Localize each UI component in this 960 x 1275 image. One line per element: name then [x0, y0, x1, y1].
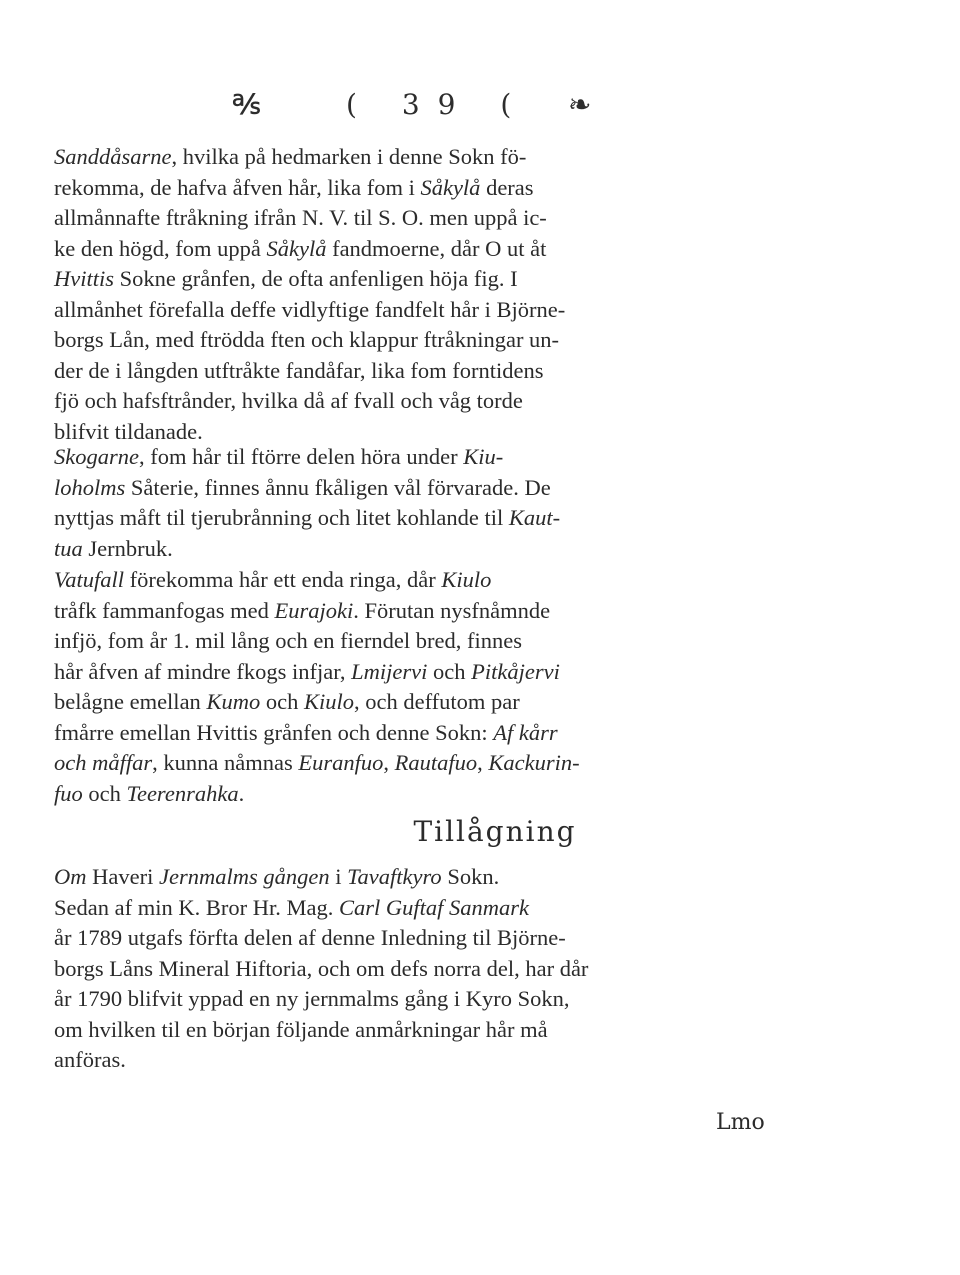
text-line: [54, 923, 784, 954]
text-segment: år 1790 blifvit yppad en ny jernmalms gång i Kyro Sokn,: [54, 986, 570, 1011]
text-segment: der de i långden utftråkte fandåfar, lika fom forntidens: [54, 357, 544, 383]
italic-term: Kiu-: [463, 444, 504, 469]
italic-term: Carl Guftaf Sanmark: [338, 894, 529, 920]
text-segment: fjö och hafsftrånder, hvilka då af fvall och våg torde: [54, 388, 523, 413]
italic-term: Såkylå: [420, 174, 481, 200]
text-line: [54, 173, 784, 204]
ornament-right-icon: ❧: [568, 88, 592, 121]
text-segment: anföras.: [54, 1047, 126, 1072]
text-segment: infjö, fom år 1. mil lång och en fierndel bred, finnes: [54, 628, 522, 653]
text-segment: och: [82, 780, 127, 806]
text-segment: belågne emellan: [54, 689, 207, 714]
text-line: [54, 356, 784, 387]
italic-term: Tavaftkyro: [347, 864, 442, 889]
text-line: [54, 984, 784, 1015]
italic-term: Kiulo: [303, 689, 354, 714]
text-line: [54, 718, 784, 749]
text-segment: . Förutan nysfnåmnde: [353, 597, 551, 623]
text-segment: allmånhet förefalla deffe vidlyftige fandfelt hår i Björne-: [54, 296, 566, 322]
text-line: [54, 779, 784, 810]
italic-term: Rautafuo: [394, 750, 478, 775]
text-line: [54, 203, 784, 234]
italic-term: Eurajoki: [274, 597, 354, 623]
page-number: ( 39 (: [346, 88, 530, 121]
text-line: [54, 687, 784, 718]
text-line: [54, 534, 784, 565]
text-segment: hår åfven af mindre fkogs infjar,: [54, 658, 352, 684]
text-line: [54, 626, 784, 657]
text-line: [54, 893, 784, 924]
paragraph-water: [54, 565, 784, 809]
text-segment: .: [238, 780, 245, 806]
text-segment: förekomma hår ett enda ringa, dår: [124, 567, 442, 592]
text-segment: , och deffutom par: [353, 689, 520, 714]
text-line: [54, 596, 784, 627]
text-segment: och: [427, 658, 472, 684]
italic-term: Skogarne: [54, 444, 139, 469]
text-segment: och: [260, 689, 304, 714]
text-line: [54, 442, 784, 473]
italic-term: Vatufall: [54, 567, 125, 592]
text-line: [54, 386, 784, 417]
text-line: [54, 325, 784, 356]
italic-term: Pitkåjervi: [471, 658, 560, 684]
text-segment: om hvilken til en början följande anmårkningar hår må: [54, 1016, 548, 1042]
text-segment: Sedan af min K. Bror Hr. Mag.: [54, 894, 339, 920]
text-segment: nyttjas måft til tjerubrånning och litet kohlande til: [54, 505, 509, 530]
italic-term: Om: [54, 864, 87, 889]
text-segment: ,: [383, 750, 395, 775]
catchword: Lmo: [716, 1110, 765, 1135]
text-segment: ,: [477, 750, 489, 775]
italic-term: Kaut-: [508, 505, 561, 530]
text-line: [54, 565, 784, 596]
italic-term: Af kårr: [493, 719, 558, 745]
italic-term: Sanddåsarne: [54, 144, 172, 169]
text-segment: Jernbruk.: [82, 535, 173, 561]
text-segment: borgs Lån, med ftrödda ften och klappur ftråkningar un-: [54, 327, 560, 352]
text-segment: Sokn.: [441, 864, 500, 889]
text-segment: , hvilka på hedmarken i denne Sokn fö-: [171, 144, 527, 169]
text-line: [54, 954, 784, 985]
page-header: [0, 88, 960, 128]
text-segment: , kunna nåmnas: [152, 750, 299, 775]
text-segment: rekomma, de hafva åfven hår, lika fom i: [54, 174, 421, 200]
italic-term: Teerenrahka: [126, 780, 239, 806]
text-segment: i: [329, 864, 348, 889]
addendum-heading: Tillågning: [413, 815, 577, 848]
paragraph-addendum: [54, 862, 784, 1076]
text-segment: fandmoerne, dår O ut åt: [326, 235, 547, 261]
italic-term: Euranfuo: [298, 750, 384, 775]
text-segment: borgs Låns Mineral Hiftoria, och om defs norra del, har dår: [54, 955, 589, 981]
text-line: [54, 503, 784, 534]
text-line: [54, 657, 784, 688]
italic-term: Jernmalms gången: [158, 864, 330, 889]
text-segment: blifvit tildanade.: [54, 418, 203, 444]
italic-term: tua: [54, 535, 83, 561]
text-segment: allmånnafte ftråkning ifrån N. V. til S. O. men uppå ic-: [54, 205, 547, 230]
text-segment: fmårre emellan Hvittis grånfen och denne Sokn:: [54, 719, 494, 745]
italic-term: Kackurin-: [488, 750, 580, 775]
text-line: [54, 142, 784, 173]
text-line: [54, 234, 784, 265]
text-segment: , fom hår til ftörre delen höra under: [138, 444, 464, 469]
text-segment: Såterie, finnes ånnu fkåligen vål förvarade. De: [125, 474, 551, 500]
italic-term: loholms: [54, 474, 126, 500]
text-segment: Haveri: [86, 864, 159, 889]
text-segment: deras: [480, 174, 534, 200]
text-line: [54, 862, 784, 893]
italic-term: och måffar: [54, 750, 153, 775]
text-segment: ke den högd, fom uppå: [54, 235, 267, 261]
text-line: [54, 1045, 784, 1076]
text-line: [54, 295, 784, 326]
text-line: [54, 748, 784, 779]
paragraph-sand: [54, 142, 784, 447]
text-segment: år 1789 utgafs förfta delen af denne Inledning til Björne-: [54, 925, 566, 950]
italic-term: Lmijervi: [351, 658, 428, 684]
ornament-left-icon: ℁: [232, 88, 261, 121]
text-line: [54, 264, 784, 295]
italic-term: Kumo: [206, 689, 261, 714]
italic-term: Kiulo: [441, 567, 492, 592]
italic-term: fuo: [54, 780, 83, 806]
text-segment: Sokne grånfen, de ofta anfenligen höja fig. I: [114, 266, 518, 291]
text-line: [54, 473, 784, 504]
text-line: [54, 1015, 784, 1046]
italic-term: Såkylå: [266, 235, 327, 261]
paragraph-forest: [54, 442, 784, 564]
italic-term: Hvittis: [54, 266, 114, 291]
text-segment: tråfk fammanfogas med: [54, 597, 275, 623]
